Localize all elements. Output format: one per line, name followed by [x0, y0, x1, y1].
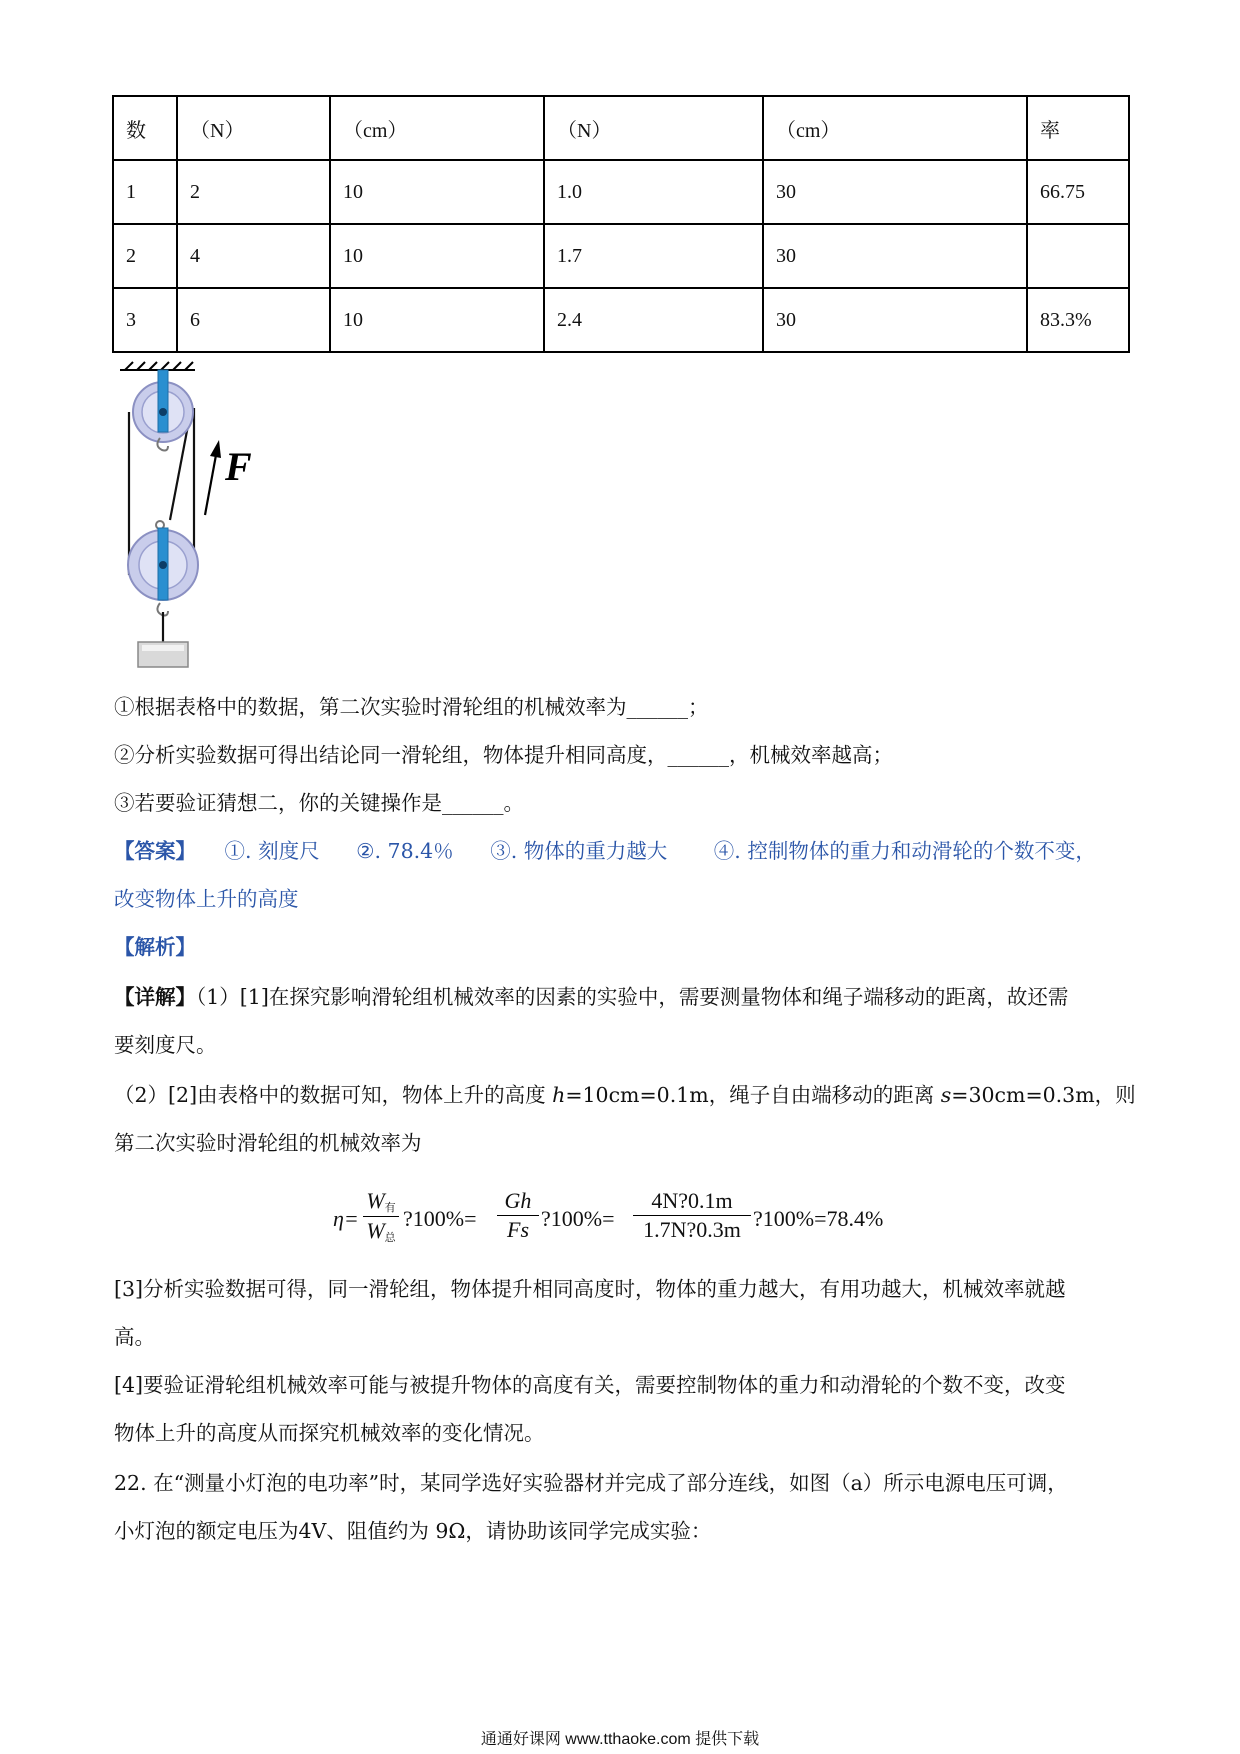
answer-4-continued: 改变物体上升的高度 [114, 887, 299, 911]
question-1: ①根据表格中的数据，第二次实验时滑轮组的机械效率为______； [114, 695, 709, 719]
table-cell: 10 [330, 160, 544, 224]
movable-pulley [128, 521, 198, 642]
pulley-system-figure [115, 360, 275, 680]
weight-block [138, 642, 188, 667]
table-cell: 10 [330, 224, 544, 288]
analysis-text: [4]要验证滑轮组机械效率可能与被提升物体的高度有关，需要控制物体的重力和动滑轮的个数不变，改变 [114, 1373, 1066, 1397]
table-row [113, 288, 1129, 352]
formula-eta: η= [333, 1206, 359, 1231]
variable-s: s [940, 1083, 952, 1107]
table-cell: （N） [177, 96, 330, 160]
table-cell: （cm） [763, 96, 1027, 160]
table-cell: 30 [763, 224, 1027, 288]
table-cell: 数 [113, 96, 177, 160]
analysis-text: 高。 [114, 1325, 155, 1349]
answer-2: ②. 78.4％ [356, 839, 454, 863]
table-cell: 1.7 [544, 224, 763, 288]
table-cell: 2 [177, 160, 330, 224]
table-cell: 66.75 [1027, 160, 1129, 224]
formula-fraction-w: $W_有$ $W_总$ [363, 1188, 399, 1245]
analysis-text: =30cm=0.3m，则 [951, 1083, 1136, 1107]
analysis-text: [3]分析实验数据可得，同一滑轮组，物体提升相同高度时，物体的重力越大，有用功越大，机械效率就越 [114, 1277, 1066, 1301]
analysis-paragraph-2 [114, 1078, 1136, 1108]
analysis-text: 要刻度尺。 [114, 1033, 217, 1057]
analysis-text: =10cm=0.1m，绳子自由端移动的距离 [565, 1083, 941, 1107]
table-header-row [113, 96, 1129, 160]
question-2: ②分析实验数据可得出结论同一滑轮组，物体提升相同高度，______，机械效率越高； [114, 743, 893, 767]
table-cell: 4 [177, 224, 330, 288]
ceiling-mount [120, 362, 195, 370]
answer-tag: 【答案】 [114, 839, 196, 863]
question-22-line-1: 22. 在“测量小灯泡的电功率”时，某同学选好实验器材并完成了部分连线，如图（a）所示电源电压可调， [114, 1471, 1068, 1495]
table-cell [1027, 224, 1129, 288]
table-row [113, 224, 1129, 288]
table-cell: 率 [1027, 96, 1129, 160]
analysis-tag: 【解析】 [114, 935, 196, 959]
page-footer: 通通好课网 www.tthaoke.com 提供下载 [480, 1731, 760, 1748]
formula-times-1: ?100%= [403, 1206, 477, 1231]
variable-h: h [552, 1083, 566, 1107]
answer-1: ①. 刻度尺 [224, 839, 320, 863]
table-cell: 1 [113, 160, 177, 224]
force-label: F [225, 444, 252, 489]
formula-times-2: ?100%= [541, 1206, 615, 1231]
table-cell: （N） [544, 96, 763, 160]
detail-tag: 【详解】 [114, 985, 196, 1009]
answer-line [114, 834, 1096, 864]
efficiency-formula [333, 1188, 913, 1252]
question-22-line-2: 小灯泡的额定电压为4V、阻值约为 9Ω，请协助该同学完成实验： [114, 1519, 712, 1543]
formula-fraction-gh: Gh Fs [497, 1188, 539, 1243]
table-cell: 30 [763, 288, 1027, 352]
data-table [112, 95, 1130, 353]
analysis-text: （2）[2]由表格中的数据可知，物体上升的高度 [114, 1083, 553, 1107]
table-cell: 30 [763, 160, 1027, 224]
force-arrow [205, 440, 252, 515]
formula-result: ?100%=78.4% [753, 1206, 884, 1231]
question-3: ③若要验证猜想二，你的关键操作是______。 [114, 791, 524, 815]
table-cell: 83.3% [1027, 288, 1129, 352]
analysis-paragraph-1 [114, 980, 1068, 1010]
table-cell: （cm） [330, 96, 544, 160]
table-cell: 10 [330, 288, 544, 352]
analysis-text: （1）[1]在探究影响滑轮组机械效率的因素的实验中，需要测量物体和绳子端移动的距离，故还需 [196, 985, 1069, 1009]
table-cell: 6 [177, 288, 330, 352]
formula-fraction-values: 4N?0.1m 1.7N?0.3m [633, 1188, 751, 1243]
analysis-text: 第二次实验时滑轮组的机械效率为 [114, 1131, 422, 1155]
table-cell: 2 [113, 224, 177, 288]
table-row [113, 160, 1129, 224]
table-cell: 2.4 [544, 288, 763, 352]
answer-3: ③. 物体的重力越大 [490, 839, 668, 863]
table-cell: 1.0 [544, 160, 763, 224]
answer-4: ④. 控制物体的重力和动滑轮的个数不变， [713, 839, 1096, 863]
table-cell: 3 [113, 288, 177, 352]
fixed-pulley [133, 370, 193, 451]
analysis-text: 物体上升的高度从而探究机械效率的变化情况。 [114, 1421, 545, 1445]
